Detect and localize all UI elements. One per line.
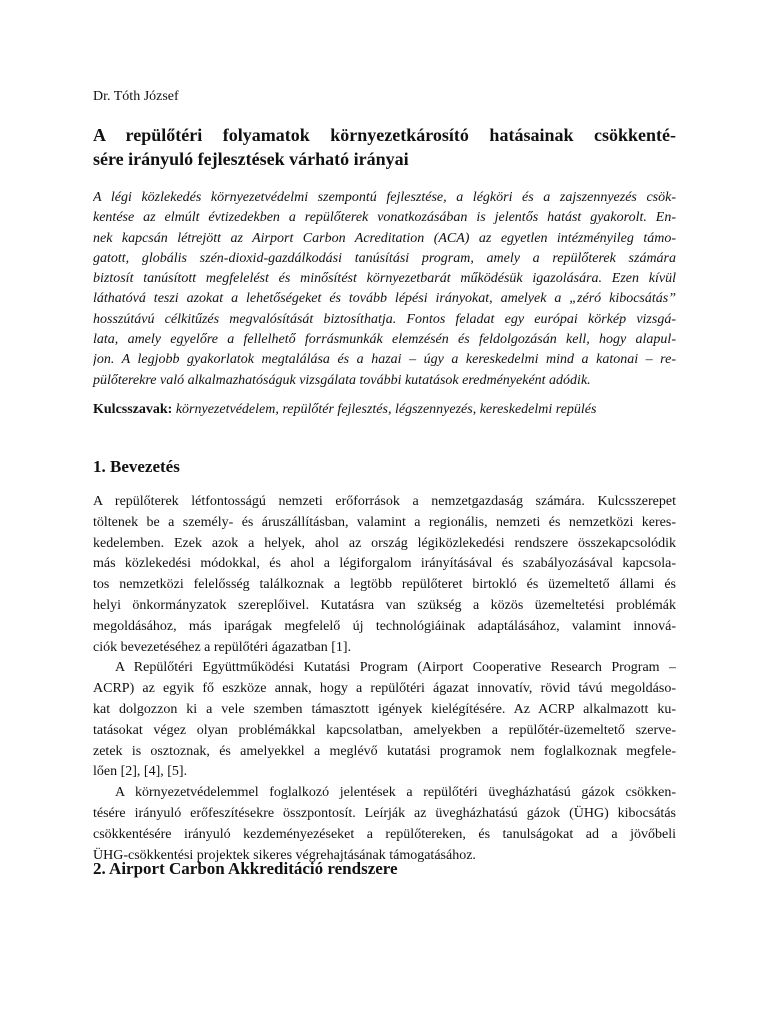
body-line: tos nemzetközi felelősség találkoznak a legtöbb repülőteret birtokló és üzemeltető állami és	[93, 577, 676, 593]
body-line: ÜHG-csökkentési projektek sikeres végrehajtásának támogatásához.	[93, 847, 476, 863]
section-heading-aca: 2. Airport Carbon Akkreditáció rendszere	[93, 859, 398, 878]
abstract-line: láthatóvá teszi azokat a lehetőségeket és tovább lépési irányokat, amelyek a „zéró kibocsátás”	[93, 291, 676, 307]
body-line: kedelemben. Ezek azok a helyek, ahol az ország légiközlekedési rendszere összekapcsolódik	[93, 535, 676, 551]
keywords-text: környezetvédelem, repülőtér fejlesztés, légszennyezés, kereskedelmi repülés	[175, 402, 597, 417]
body-line: A Repülőtéri Együttműködési Kutatási Program (Airport Cooperative Research Program –	[115, 660, 676, 676]
body-line: lően [2], [4], [5].	[93, 764, 188, 780]
abstract-line: biztosít tanúsított megfelelést és minősítést környezetbarát működésük igazolására. Ezen kívül	[93, 271, 676, 287]
body-line: ACRP) az egyik fő eszköze annak, hogy a repülőtéri ágazat innovatív, rövid távú megoldáso-	[93, 681, 676, 697]
abstract-line: nek kapcsán létrejött az Airport Carbon Acreditation (ACA) az egyetlen intézményileg támo-	[93, 230, 676, 246]
body-line: kat dolgozzon ki a vele szemben támasztott igények kielégítésére. Az ACRP alkalmazott ku-	[93, 701, 676, 717]
abstract-line: lata, amely egyelőre a fellelhető forrásmunkák elemzésén és feldolgozásán kell, hogy alapul-	[93, 332, 676, 348]
abstract-line: kentése az elmúlt évtizedekben a repülőterek vonatkozásában is jelentős hatást gyakorolt. En-	[93, 210, 676, 226]
abstract-line: jon. A legjobb gyakorlatok megtalálása és a hazai – úgy a kereskedelmi mind a katonai – re-	[93, 352, 676, 368]
abstract-line: gatott, globális szén-dioxid-gazdálkodási tanúsítási program, amely a repülőterek számára	[93, 250, 676, 266]
paper-page	[93, 0, 676, 1024]
abstract	[93, 188, 676, 391]
title-line-2: sére irányuló fejlesztések várható irányai	[93, 149, 409, 169]
keywords	[93, 400, 676, 420]
keywords-label: Kulcsszavak:	[93, 402, 173, 417]
author-name: Dr. Tóth József	[93, 89, 179, 104]
body-line: megoldásához, más iparágak megfelelő új technológiáinak adaptálásához, valamint innová-	[93, 618, 676, 634]
body-line: A repülőterek létfontosságú nemzeti erőforrások a nemzetgazdaság számára. Kulcsszerepet	[93, 494, 676, 509]
paper-title	[93, 123, 676, 171]
body-line: tatásokat végez olyan problémákkal kapcsolatban, amelyekben a repülőtér-üzemeltető szerve-	[93, 722, 676, 738]
body-line: ciók bevezetéséhez a repülőtéri ágazatban [1].	[93, 639, 352, 655]
title-line-1: A repülőtéri folyamatok környezetkárosító hatásainak csökkenté-	[93, 125, 676, 145]
body-line: helyi önkormányzatok szereplőivel. Kutatásra van szükség a közös üzemeltetési problémák	[93, 597, 676, 613]
abstract-line: hosszútávú célkitűzés megvalósítását biztosíthatja. Fontos feladat egy európai körkép vizsgá-	[93, 311, 676, 327]
body-line: csökkentésére irányuló kezdeményezéseket a repülőtereken, és tanulságokat ad a jövőbeli	[93, 826, 676, 842]
body-text	[93, 492, 676, 866]
abstract-line: A légi közlekedés környezetvédelmi szempontú fejlesztése, a légköri és a zajszennyezés csök-	[93, 190, 676, 205]
body-line: A környezetvédelemmel foglalkozó jelentések a repülőtéri üvegházhatású gázok csökken-	[115, 785, 676, 801]
body-line: tésére irányuló erőfeszítésekre összpontosít. Leírják az üvegházhatású gázok (ÜHG) kibocsátás	[93, 805, 676, 821]
body-line: töltenek be a személy- és áruszállításban, valamint a regionális, nemzeti és nemzetközi keres-	[93, 514, 676, 530]
abstract-line: pülőterekre való alkalmazhatóságuk vizsgálata további kutatások eredményeként adódik.	[93, 372, 591, 388]
body-line: más közlekedési módokkal, és ahol a légiforgalom irányításával és szabályozásával kapcsola-	[93, 556, 676, 572]
section-heading-intro: 1. Bevezetés	[93, 457, 180, 476]
body-line: zetek is osztoznak, és amelyekkel a meglévő kutatási programok nem foglalkoznak megfele-	[93, 743, 676, 759]
